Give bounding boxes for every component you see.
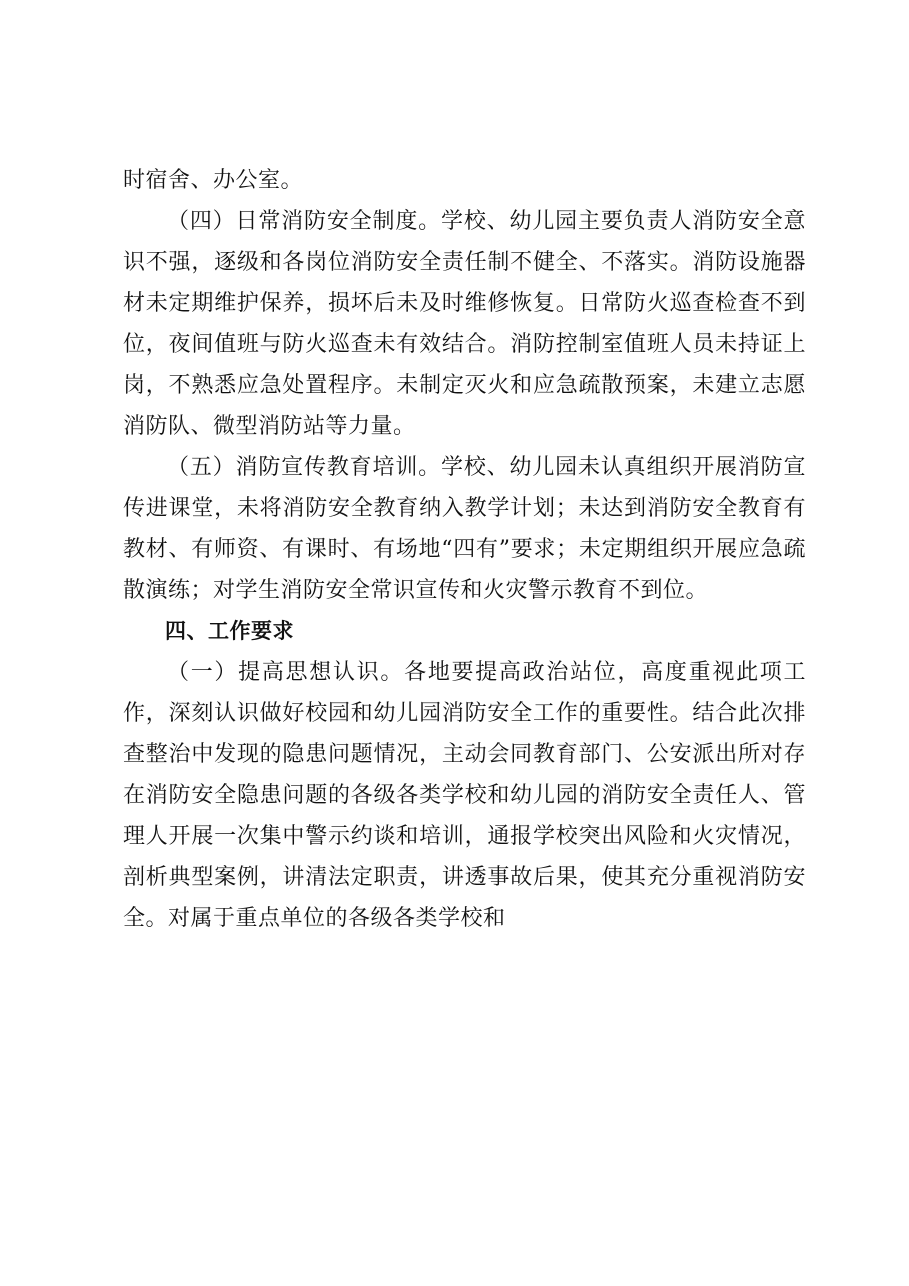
document-body — [123, 160, 806, 939]
paragraph-continuation: 时宿舍、办公室。 — [123, 168, 304, 193]
section-heading-work-requirements: 四、工作要求 — [165, 619, 294, 643]
paragraph-daily-fire-safety-system: （四）日常消防安全制度。学校、幼儿园主要负责人消防安全意识不强，逐级和各岗位消防安全责任制不健全、不落实。消防设施器材未定期维护保养，损坏后未及时维修恢复。日常防火巡查检查不到位，夜间值班与防火巡查未有效结合。消防控制室值班人员未持证上岗，不熟悉应急处置程序。未制定灭火和应急疏散预案，未建立志愿消防队、微型消防站等力量。 — [123, 209, 806, 439]
paragraph-raise-awareness: （一）提高思想认识。各地要提高政治站位，高度重视此项工作，深刻认识做好校园和幼儿园消防安全工作的重要性。结合此次排查整治中发现的隐患问题情况，主动会同教育部门、公安派出所对存在消防安全隐患问题的各级各类学校和幼儿园的消防安全责任人、管理人开展一次集中警示约谈和培训，通报学校突出风险和火灾情况，剖析典型案例，讲清法定职责，讲透事故后果，使其充分重视消防安全。对属于重点单位的各级各类学校和 — [123, 660, 806, 931]
paragraph-fire-safety-education: （五）消防宣传教育培训。学校、幼儿园未认真组织开展消防宣传进课堂，未将消防安全教育纳入教学计划；未达到消防安全教育有教材、有师资、有课时、有场地“四有”要求；未定期组织开展应急疏散演练；对学生消防安全常识宣传和火灾警示教育不到位。 — [123, 455, 806, 603]
